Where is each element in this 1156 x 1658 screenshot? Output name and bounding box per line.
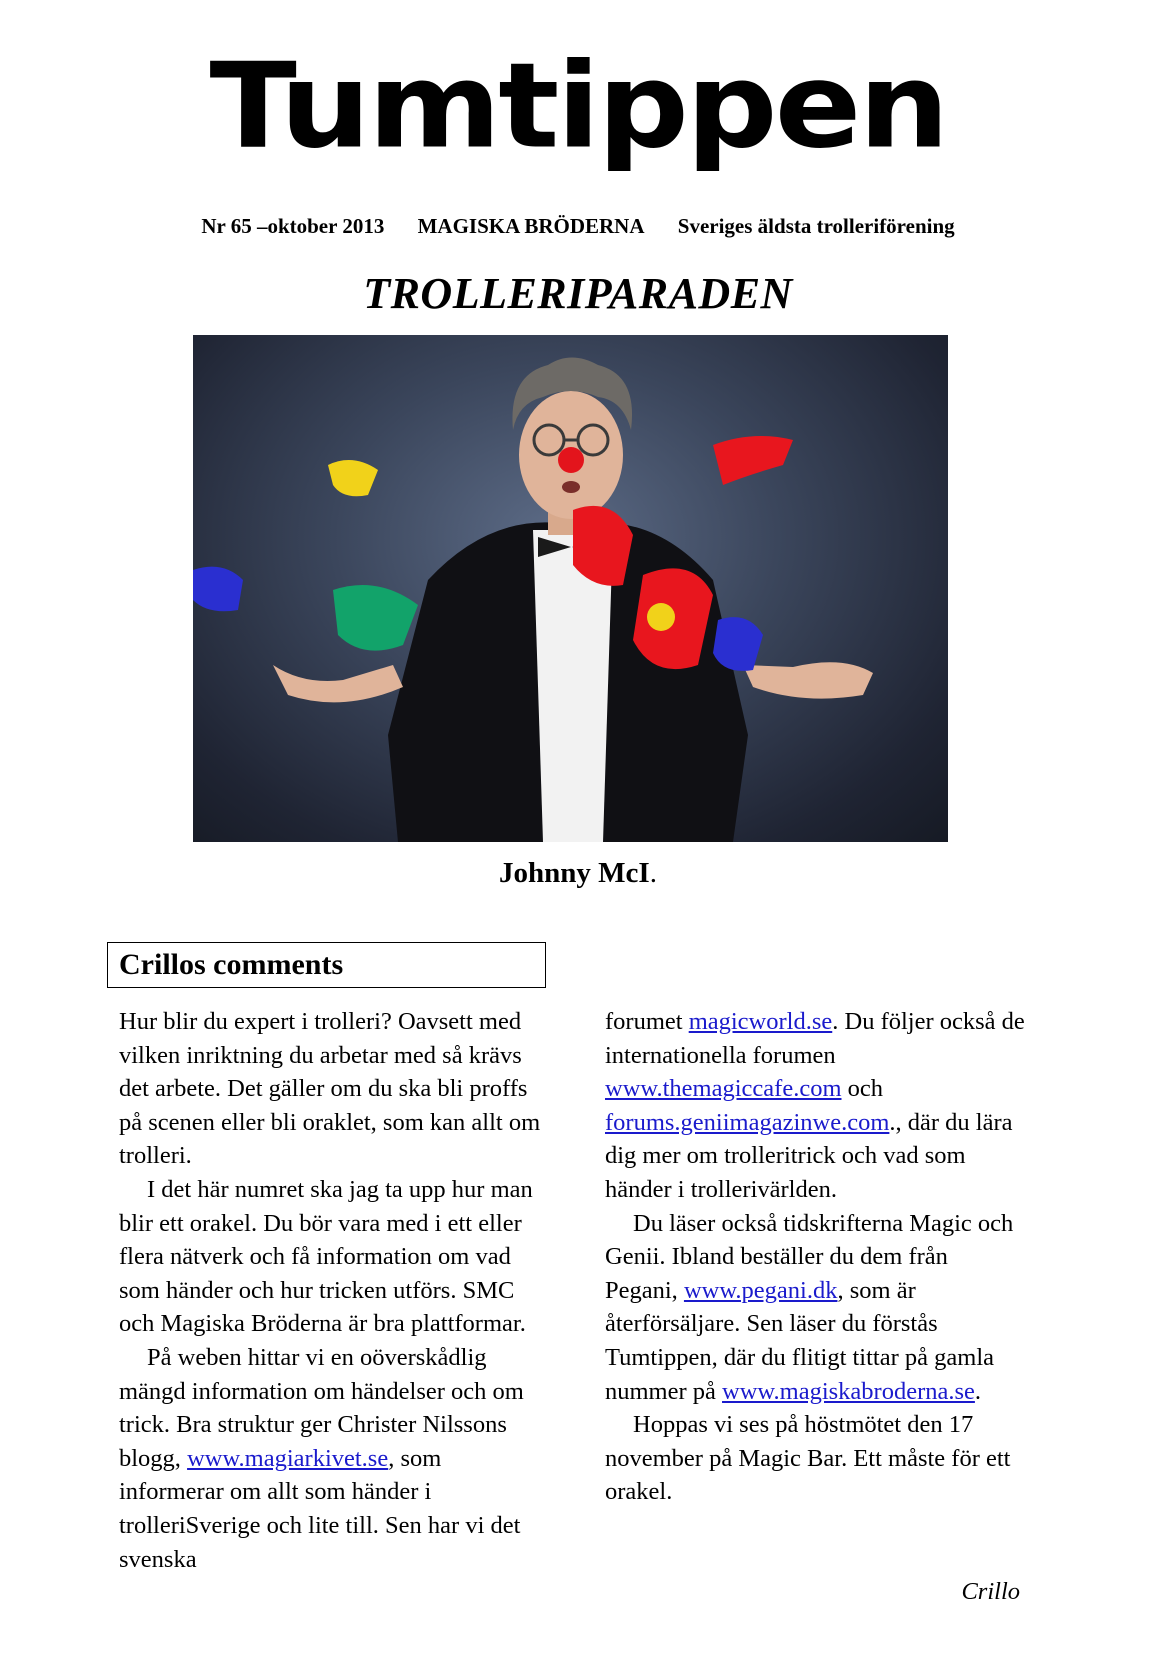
paragraph: I det här numret ska jag ta upp hur man blir ett orakel. Du bör vara med i ett eller flera nätverk och få information om vad som händer och hur tricken utförs. SMC och Magiska Bröderna är bra plattformar. [119, 1175, 533, 1338]
masthead [0, 37, 1156, 176]
genii-forum-link[interactable]: forums.geniimagazinwe.com [605, 1108, 890, 1136]
paragraph: Hoppas vi ses på höstmötet den 17 november på Magic Bar. Ett måste för ett orakel. [605, 1411, 1011, 1506]
paragraph: Hur blir du expert i trolleri? Oavsett med vilken inriktning du arbetar med så krävs det arbete. Det gäller om du ska bli proffs på scenen eller bli oraklet, som kan allt om trolleri. [119, 1008, 541, 1170]
column-right [605, 1005, 1025, 1509]
magician-illustration [193, 335, 948, 842]
column-heading: Crillos comments [107, 942, 546, 988]
red-silk-top [713, 436, 793, 485]
paragraph: forumet magicworld.se. Du följer också de internationella forumen www.themagiccafe.com och forums.geniimagazinwe.com., där du lära dig mer om trolleritrick och vad som händer i trollerivärlden. [605, 1008, 1025, 1203]
blue-silk-left [193, 567, 243, 612]
magicworld-link[interactable]: magicworld.se [688, 1008, 833, 1035]
magiskabroderna-link[interactable]: www.magiskabroderna.se [722, 1377, 975, 1405]
headline: TROLLERIPARADEN [363, 269, 793, 318]
themagiccafe-link[interactable]: www.themagiccafe.com [605, 1075, 842, 1103]
yellow-silk [328, 460, 378, 496]
right-hand [743, 662, 873, 698]
blue-silk-right [713, 617, 763, 671]
newsletter-title: Tumtippen [209, 37, 947, 175]
clown-nose [558, 447, 584, 473]
club-name: MAGISKA BRÖDERNA [417, 214, 645, 238]
issue-number: Nr 65 –oktober 2013 [201, 214, 385, 238]
signature: Crillo [961, 1578, 1020, 1605]
paragraph: Du läser också tidskrifterna Magic och Genii. Ibland beställer du dem från Pegani, www.pegani.dk, som är återförsäljare. Sen läser du förstås Tumtippen, där du flitigt tittar på gamla nummer på www.magiskabroderna.se. [605, 1209, 1014, 1405]
green-silk [333, 585, 418, 651]
magiarkivet-link[interactable]: www.magiarkivet.se [187, 1444, 389, 1472]
red-silk-chest [573, 506, 633, 586]
pegani-link[interactable]: www.pegani.dk [683, 1276, 838, 1304]
left-hand [273, 665, 403, 702]
column-left [119, 1005, 549, 1576]
yellow-ball [647, 603, 675, 631]
photo-caption: Johnny McI. [499, 857, 657, 889]
magician-photo [193, 335, 948, 842]
paragraph: På weben hittar vi en oöverskådlig mängd information om händelser och om trick. Bra struktur ger Christer Nilssons blogg, www.magiarkivet.se, som informerar om allt som händer i trolleriSverige och lite till. Sen har vi det svenska [119, 1343, 524, 1573]
issue-line [0, 214, 1156, 239]
club-tagline: Sveriges äldsta trolleriförening [677, 214, 955, 238]
